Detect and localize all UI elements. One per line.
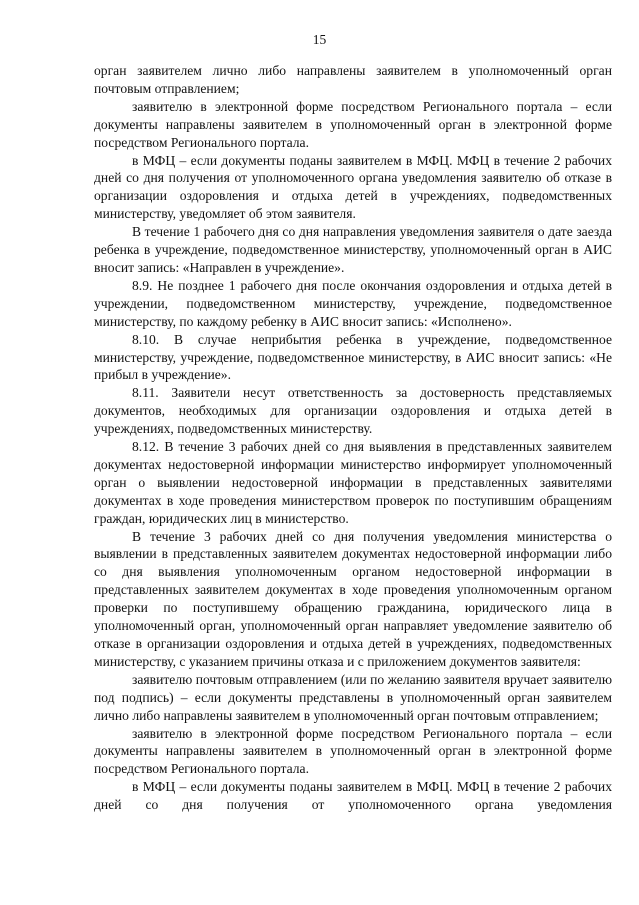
paragraph: В течение 3 рабочих дней со дня получения уведомления министерства о выявлении в представленных заявителем документах недостоверной информации либо со дня выявления уполномоченным органом недостоверной информации в представленных заявителем документах в ходе проведения уполномоченным органом проверки по поступившему обращению гражданина, юридического лица в уполномоченный орган, уполномоченный орган направляет уведомление заявителю об отказе в организации оздоровления и отдыха детей в учреждениях, подведомственных министерству, с указанием причины отказа и с приложением документов заявителя: <box>94 528 612 669</box>
paragraph: 8.10. В случае неприбытия ребенка в учреждение, подведомственное министерству, учреждение, подведомственное министерству, в АИС вносит запись: «Не прибыл в учреждение». <box>94 331 612 383</box>
page-body <box>94 62 612 814</box>
paragraph: в МФЦ – если документы поданы заявителем в МФЦ. МФЦ в течение 2 рабочих дней со дня получения от уполномоченного органа уведомления заявителю об отказе в организации оздоровления и отдыха детей в учреждениях, подведомственных министерству, уведомляет об этом заявителя. <box>94 152 612 222</box>
paragraph: заявителю в электронной форме посредством Регионального портала – если документы направлены заявителем в уполномоченный орган в электронной форме посредством Регионального портала. <box>94 98 612 150</box>
paragraph: в МФЦ – если документы поданы заявителем в МФЦ. МФЦ в течение 2 рабочих дней со дня получения от уполномоченного органа уведомления <box>94 779 612 813</box>
page-number: 15 <box>312 32 327 47</box>
paragraph: В течение 1 рабочего дня со дня направления уведомления заявителя о дате заезда ребенка в учреждение, подведомственное министерству, уполномоченный орган в АИС вносит запись: «Направлен в учреждение». <box>94 224 612 275</box>
paragraph: заявителю почтовым отправлением (или по желанию заявителя вручает заявителю под подпись) – если документы представлены в уполномоченный орган заявителем лично либо направлены заявителем в уполномоченный орган почтовым отправлением; <box>94 671 612 723</box>
paragraph: 8.11. Заявители несут ответственность за достоверность представляемых документов, необходимых для организации оздоровления и отдыха детей в учреждениях, подведомственных министерству. <box>94 385 612 437</box>
paragraph: заявителю в электронной форме посредством Регионального портала – если документы направлены заявителем в уполномоченный орган в электронной форме посредством Регионального портала. <box>94 725 612 777</box>
paragraph: орган заявителем лично либо направлены заявителем в уполномоченный орган почтовым отправлением; <box>94 63 612 96</box>
paragraph: 8.9. Не позднее 1 рабочего дня после окончания оздоровления и отдыха детей в учреждении, подведомственном министерству, учреждение, подведомственное министерству, по каждому ребенку в АИС вносит запись: «Исполнено». <box>94 277 612 329</box>
paragraph: 8.12. В течение 3 рабочих дней со дня выявления в представленных заявителем документах недостоверной информации министерство информирует уполномоченный орган о выявлении недостоверной информации в представленных заявителями документах в ходе проведения министерством проверок по поступившим обращениям граждан, юридических лиц в министерство. <box>94 439 612 526</box>
